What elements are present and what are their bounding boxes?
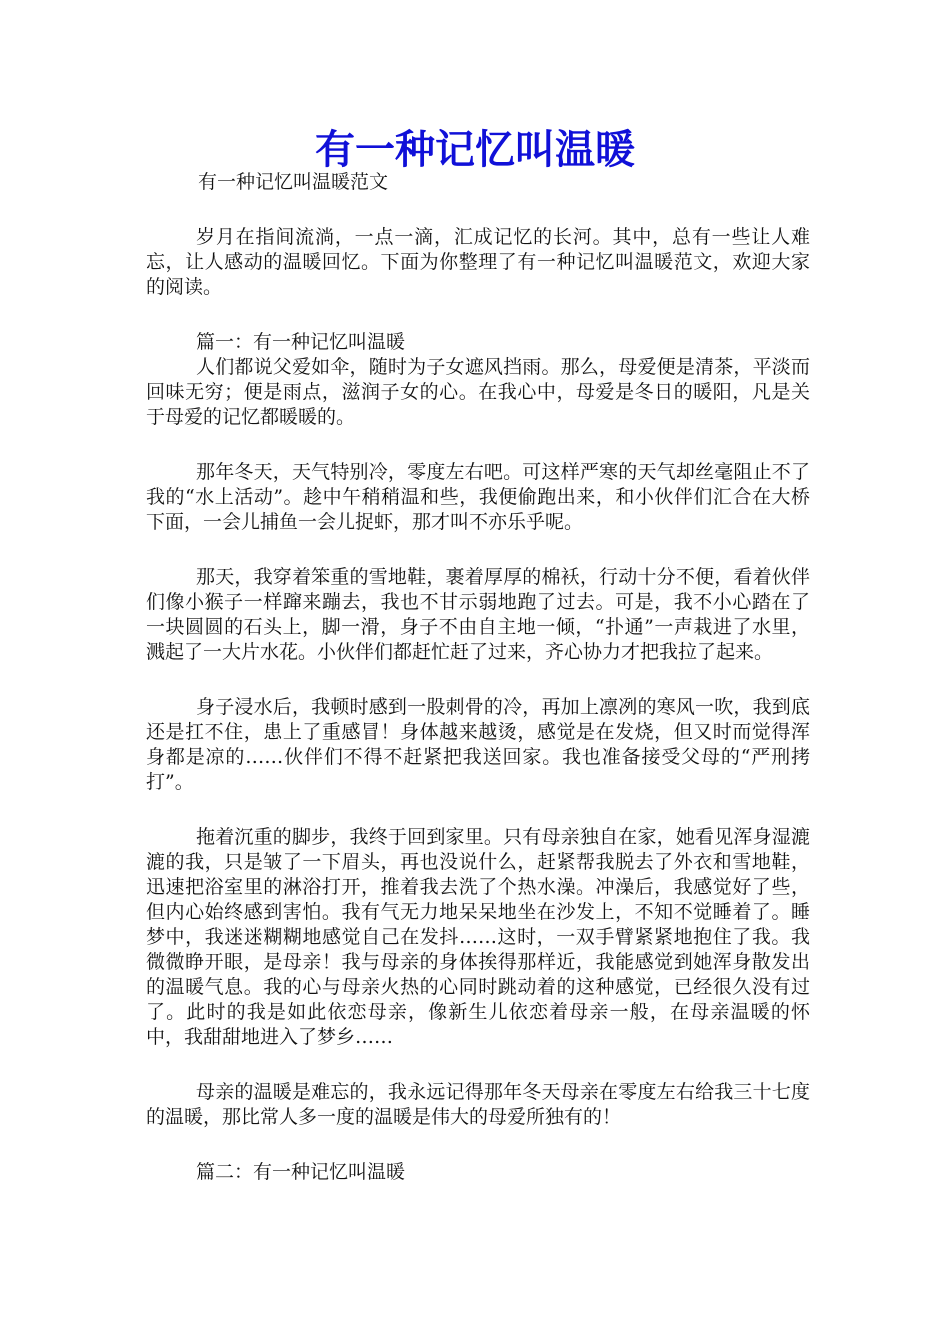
body-paragraph: 那天，我穿着笨重的雪地鞋，裹着厚厚的棉袄，行动十分不便，看着伙伴们像小猴子一样蹿来蹦去，我也不甘示弱地跑了过去。可是，我不小心踏在了一块圆圆的石头上，脚一滑，身子不由自主地一倾，“扑通”一声栽进了水里，溅起了一大片水花。小伙伴们都赶忙赶了过来，齐心协力才把我拉了起来。: [146, 566, 810, 663]
spacer: [146, 795, 810, 825]
document-body: [146, 170, 810, 1185]
spacer: [146, 195, 810, 225]
body-paragraph: 拖着沉重的脚步，我终于回到家里。只有母亲独自在家，她看见浑身湿漉漉的我，只是皱了一下眉头，再也没说什么，赶紧帮我脱去了外衣和雪地鞋，迅速把浴室里的淋浴打开，推着我去洗了个热水澡。冲澡后，我感觉好了些，但内心始终感到害怕。我有气无力地呆呆地坐在沙发上，不知不觉睡着了。睡梦中，我迷迷糊糊地感觉自己在发抖……这时，一双手臂紧紧地抱住了我。我微微睁开眼，是母亲！我与母亲的身体挨得那样近，我能感觉到她浑身散发出的温暖气息。我的心与母亲火热的心同时跳动着的这种感觉，已经很久没有过了。此时的我是如此依恋母亲，像新生儿依恋着母亲一般，在母亲温暖的怀中，我甜甜地进入了梦乡……: [146, 826, 810, 1048]
body-paragraph: 人们都说父爱如伞，随时为子女遮风挡雨。那么，母爱便是清茶，平淡而回味无穷；便是雨点，滋润子女的心。在我心中，母爱是冬日的暖阳，凡是关于母爱的记忆都暖暖的。: [146, 356, 810, 428]
spacer: [146, 665, 810, 695]
section-heading-1: 篇一：有一种记忆叫温暖: [196, 331, 406, 353]
intro-paragraph: 岁月在指间流淌，一点一滴，汇成记忆的长河。其中，总有一些让人难忘，让人感动的温暖回忆。下面为你整理了有一种记忆叫温暖范文，欢迎大家的阅读。: [146, 226, 810, 298]
spacer: [146, 1050, 810, 1080]
body-paragraph: 母亲的温暖是难忘的，我永远记得那年冬天母亲在零度左右给我三十七度的温暖，那比常人多一度的温暖是伟大的母爱所独有的！: [146, 1081, 810, 1128]
body-paragraph: 那年冬天，天气特别冷，零度左右吧。可这样严寒的天气却丝毫阻止不了我的“水上活动”。趁中午稍稍温和些，我便偷跑出来，和小伙伴们汇合在大桥下面，一会儿捕鱼一会儿捉虾，那才叫不亦乐乎呢。: [146, 461, 810, 533]
document-subtitle: 有一种记忆叫温暖范文: [198, 171, 389, 193]
spacer: [146, 300, 810, 330]
document-title: 有一种记忆叫温暖: [315, 126, 635, 173]
spacer: [146, 535, 810, 565]
spacer: [146, 430, 810, 460]
spacer: [146, 1130, 810, 1160]
body-paragraph: 身子浸水后，我顿时感到一股刺骨的冷，再加上凛冽的寒风一吹，我到底还是扛不住，患上了重感冒！身体越来越烫，感觉是在发烧，但又时而觉得浑身都是凉的……伙伴们不得不赶紧把我送回家。我也准备接受父母的“严刑拷打”。: [146, 696, 810, 793]
section-heading-2: 篇二：有一种记忆叫温暖: [196, 1161, 406, 1183]
